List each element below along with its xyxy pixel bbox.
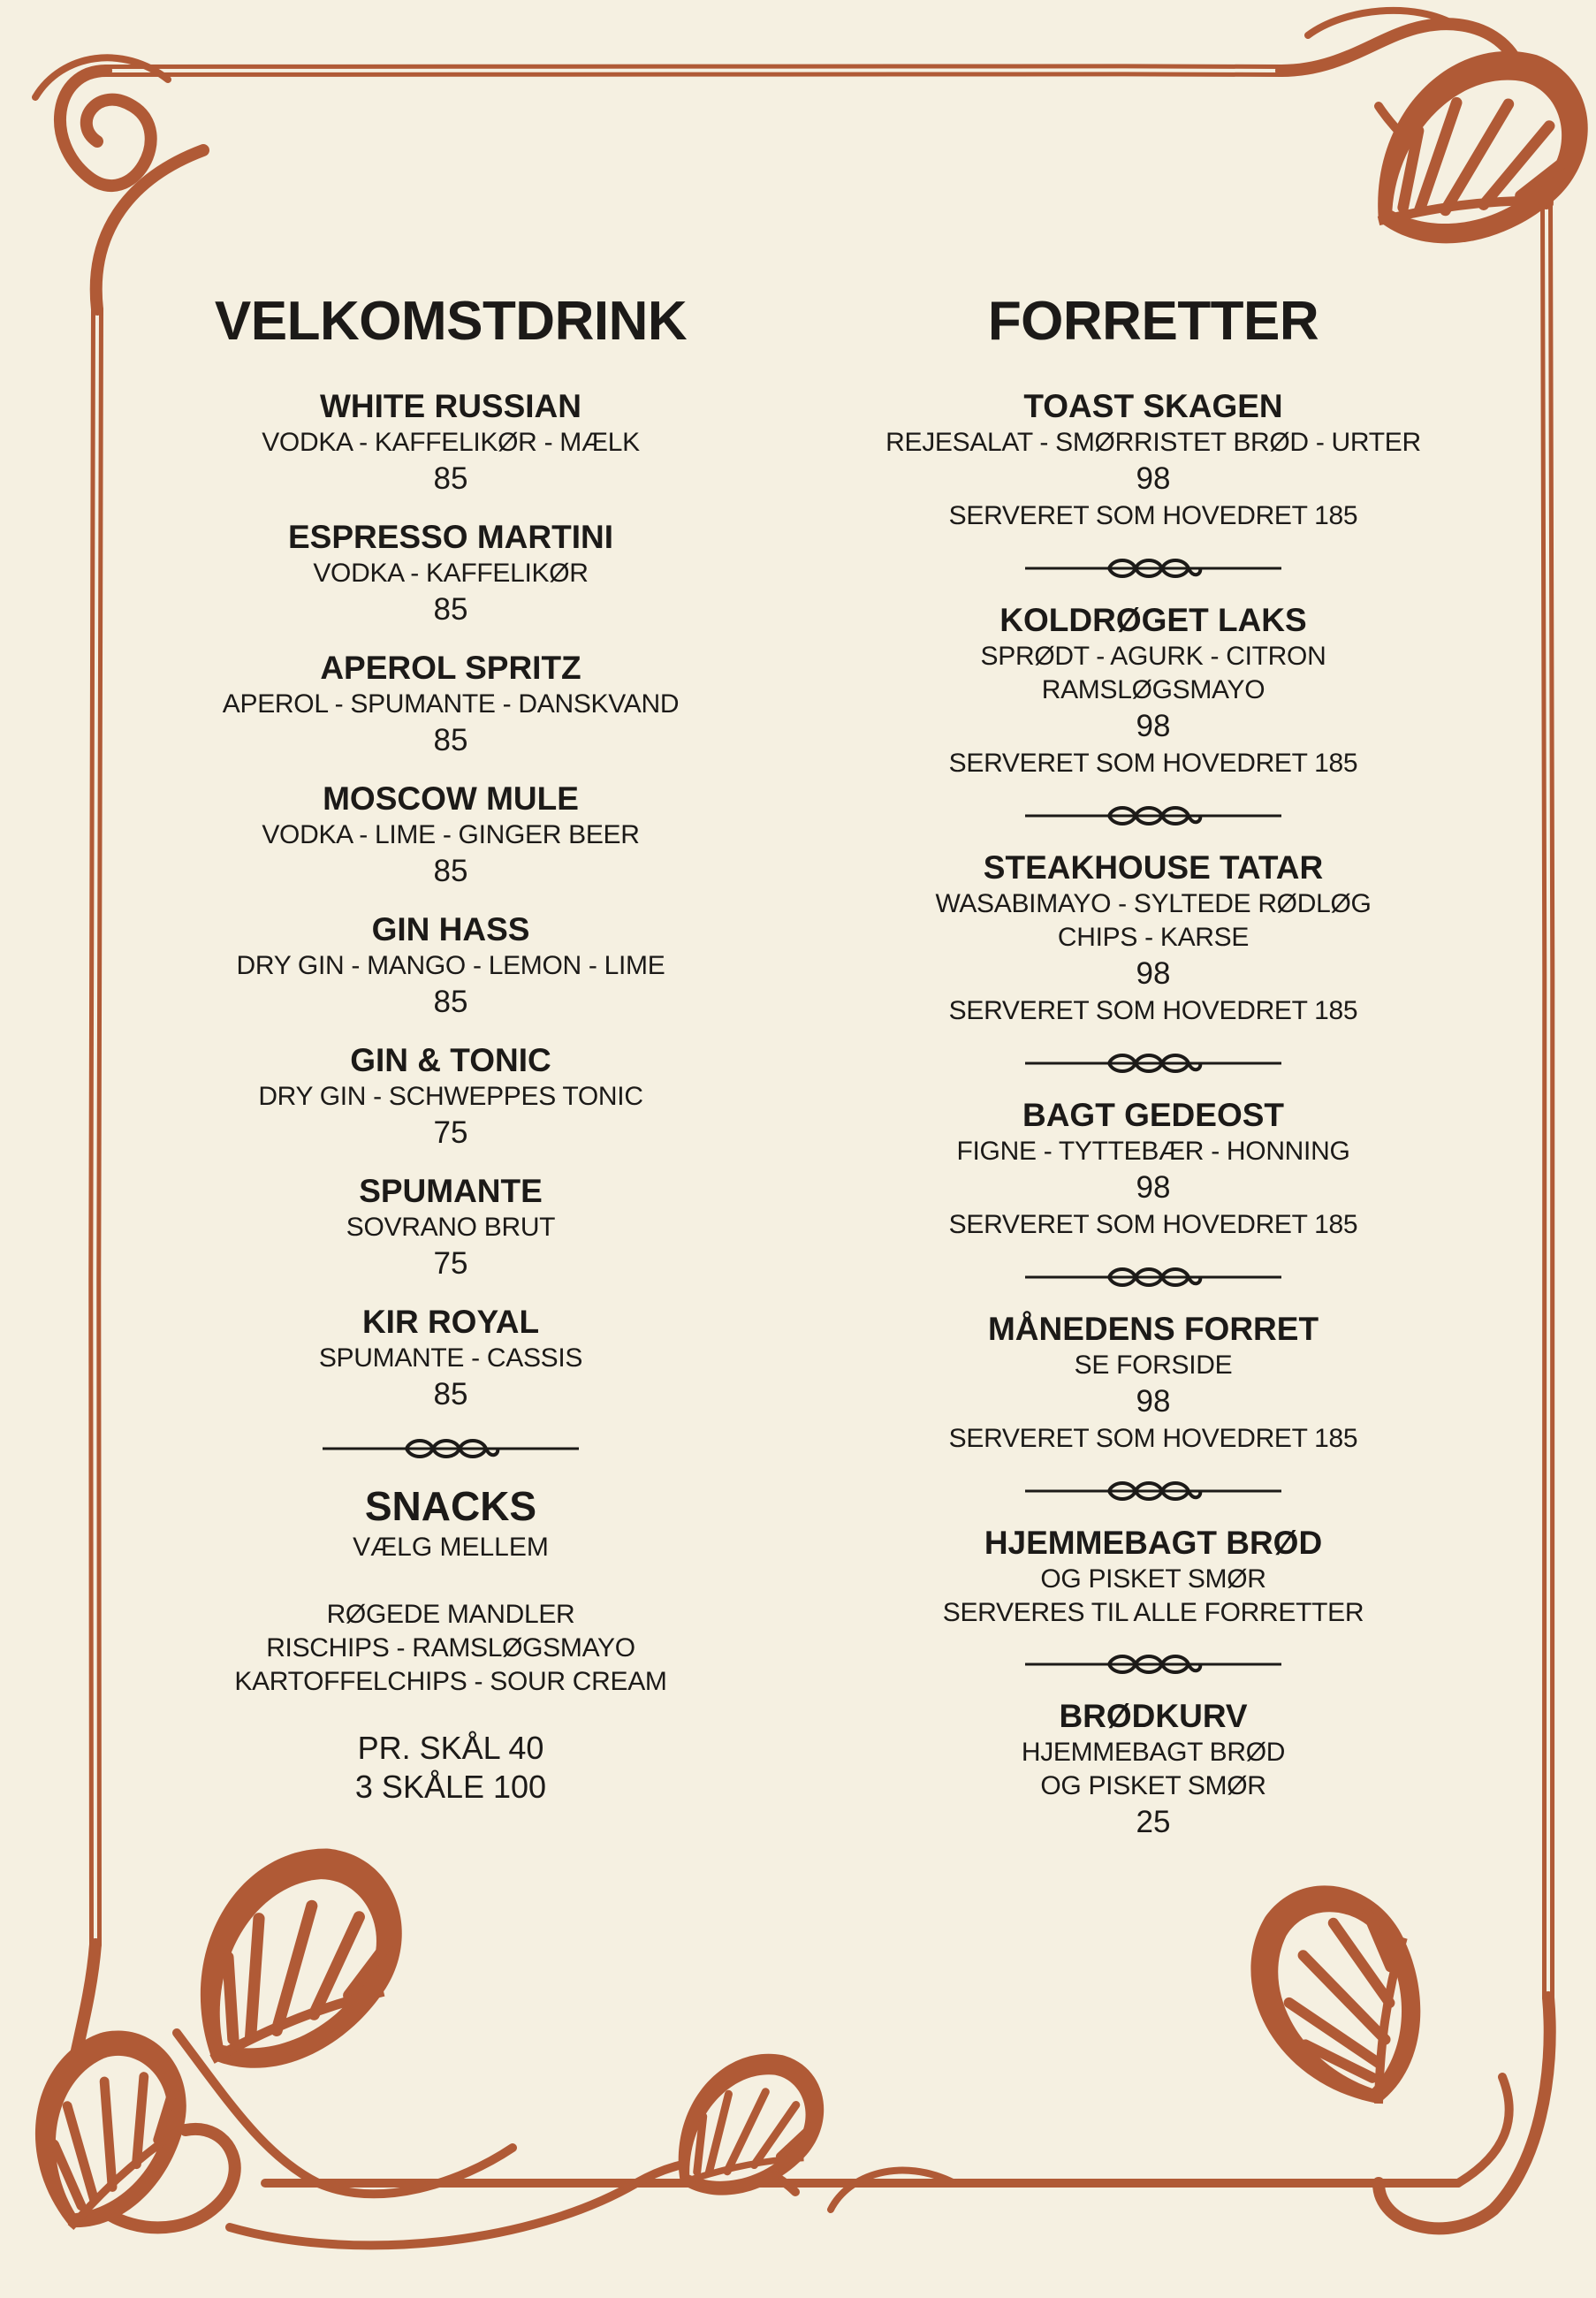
- starter-item: [848, 848, 1458, 1029]
- starter-price: 98: [1136, 956, 1171, 992]
- drink-price: 85: [433, 461, 468, 497]
- snack-option: RISCHIPS - RAMSLØGSMAYO: [266, 1633, 635, 1663]
- starter-item: [848, 1310, 1458, 1457]
- drink-name: ESPRESSO MARTINI: [288, 519, 613, 556]
- starter-description: WASABIMAYO - SYLTEDE RØDLØG: [935, 889, 1372, 919]
- drink-description: VODKA - KAFFELIKØR - MÆLK: [262, 428, 640, 458]
- starter-name: MÅNEDENS FORRET: [987, 1311, 1319, 1348]
- drink-name: SPUMANTE: [359, 1173, 543, 1210]
- ornament-divider: [1025, 1262, 1281, 1292]
- velkomstdrink-title: VELKOMSTDRINK: [214, 291, 688, 352]
- ornament-divider: [1025, 1476, 1281, 1506]
- ornament-divider: [1025, 553, 1281, 583]
- starter-item: [848, 1524, 1458, 1630]
- starter-name: TOAST SKAGEN: [1023, 388, 1283, 425]
- starter-price: 25: [1136, 1805, 1171, 1840]
- starter-main-course-note: SERVERET SOM HOVEDRET 185: [948, 501, 1358, 531]
- drink-item: [186, 780, 716, 891]
- starter-name: STEAKHOUSE TATAR: [983, 849, 1324, 886]
- starter-description: REJESALAT - SMØRRISTET BRØD - URTER: [885, 428, 1421, 458]
- drink-description: SOVRANO BRUT: [346, 1213, 556, 1243]
- starter-name: KOLDRØGET LAKS: [999, 602, 1307, 639]
- drink-name: WHITE RUSSIAN: [320, 388, 581, 425]
- starter-description: SPRØDT - AGURK - CITRON: [980, 642, 1326, 672]
- starter-description: SERVERES TIL ALLE FORRETTER: [942, 1598, 1364, 1628]
- starter-price: 98: [1136, 461, 1171, 497]
- starter-description: RAMSLØGSMAYO: [1041, 675, 1265, 705]
- starter-name: BAGT GEDEOST: [1022, 1097, 1285, 1134]
- starter-price: 98: [1136, 709, 1171, 744]
- starter-main-course-note: SERVERET SOM HOVEDRET 185: [948, 1424, 1358, 1454]
- starter-description: FIGNE - TYTTEBÆR - HONNING: [956, 1137, 1350, 1167]
- starter-main-course-note: SERVERET SOM HOVEDRET 185: [948, 996, 1358, 1026]
- starter-name: BRØDKURV: [1059, 1698, 1248, 1735]
- starter-description: SE FORSIDE: [1074, 1351, 1233, 1381]
- drink-price: 85: [433, 1377, 468, 1412]
- drink-price: 85: [433, 723, 468, 758]
- drink-name: GIN HASS: [371, 911, 530, 948]
- drink-item: [186, 649, 716, 760]
- starter-price: 98: [1136, 1170, 1171, 1206]
- starter-description: CHIPS - KARSE: [1057, 923, 1250, 953]
- drink-item: [186, 387, 716, 498]
- ornament-divider: [323, 1434, 579, 1464]
- starter-item: [848, 1697, 1458, 1842]
- drink-price: 85: [433, 854, 468, 889]
- starter-description: HJEMMEBAGT BRØD: [1021, 1738, 1286, 1768]
- drink-price: 85: [433, 592, 468, 628]
- drink-name: GIN & TONIC: [350, 1042, 551, 1079]
- drink-item: [186, 1041, 716, 1153]
- snacks-title: SNACKS: [364, 1483, 537, 1530]
- drink-name: KIR ROYAL: [361, 1304, 540, 1341]
- drink-description: VODKA - LIME - GINGER BEER: [262, 820, 640, 850]
- drink-price: 85: [433, 985, 468, 1020]
- snack-option: RØGEDE MANDLER: [326, 1600, 575, 1630]
- starter-main-course-note: SERVERET SOM HOVEDRET 185: [948, 1210, 1358, 1240]
- starter-description: OG PISKET SMØR: [1040, 1564, 1266, 1594]
- starter-price: 98: [1136, 1384, 1171, 1419]
- ornament-divider: [1025, 1649, 1281, 1679]
- starter-description: OG PISKET SMØR: [1040, 1771, 1266, 1801]
- drink-item: [186, 1172, 716, 1283]
- velkomstdrink-column: [186, 292, 716, 1807]
- drink-item: [186, 910, 716, 1022]
- drink-price: 75: [433, 1246, 468, 1282]
- starter-name: HJEMMEBAGT BRØD: [984, 1525, 1323, 1562]
- drink-description: DRY GIN - SCHWEPPES TONIC: [258, 1082, 643, 1112]
- snack-option: KARTOFFELCHIPS - SOUR CREAM: [234, 1667, 667, 1697]
- drink-description: SPUMANTE - CASSIS: [318, 1343, 583, 1373]
- forretter-title: FORRETTER: [987, 291, 1319, 352]
- drink-name: APEROL SPRITZ: [320, 650, 581, 687]
- drink-description: VODKA - KAFFELIKØR: [313, 559, 589, 589]
- ornament-divider: [1025, 1048, 1281, 1078]
- starter-main-course-note: SERVERET SOM HOVEDRET 185: [948, 749, 1358, 779]
- drink-price: 75: [433, 1115, 468, 1151]
- forretter-column: [848, 292, 1458, 1861]
- drink-name: MOSCOW MULE: [323, 780, 579, 818]
- drink-description: DRY GIN - MANGO - LEMON - LIME: [236, 951, 665, 981]
- starter-item: [848, 387, 1458, 534]
- drink-description: APEROL - SPUMANTE - DANSKVAND: [222, 689, 680, 719]
- snack-price-single: PR. SKÅL 40: [357, 1730, 544, 1767]
- drink-item: [186, 518, 716, 629]
- snacks-subtitle: VÆLG MELLEM: [353, 1533, 549, 1563]
- drink-item: [186, 1303, 716, 1414]
- starter-item: [848, 601, 1458, 781]
- snack-price-triple: 3 SKÅLE 100: [354, 1769, 547, 1806]
- ornament-divider: [1025, 801, 1281, 831]
- starter-item: [848, 1096, 1458, 1243]
